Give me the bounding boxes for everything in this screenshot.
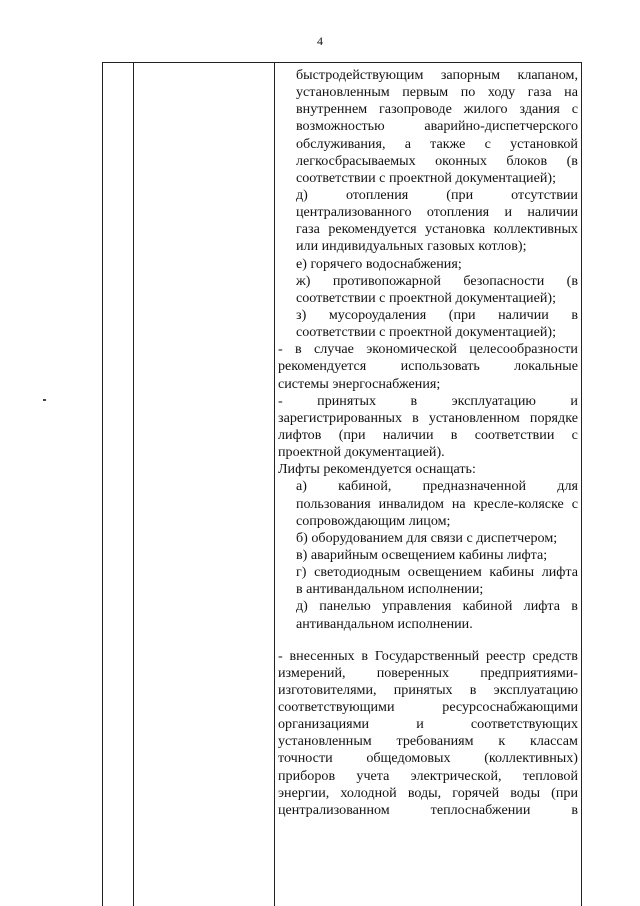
text-line: рекомендуется использовать локальные [278, 358, 578, 375]
text-line: пользования инвалидом на кресле-коляске с [296, 495, 578, 512]
text-line: з) мусороудаления (при наличии в [296, 306, 578, 323]
text-line: ж) противопожарной безопасности (в [296, 272, 578, 289]
requirements-part-1 [278, 67, 578, 633]
text-line: соответствии с проектной документацией); [296, 289, 556, 306]
text-line: г) светодиодным освещением кабины лифта [296, 564, 578, 581]
text-line: газа рекомендуется установка коллективных [296, 221, 578, 238]
document-table [102, 62, 582, 906]
text-line: антивандальном исполнении. [296, 615, 473, 632]
text-line: легкосбрасываемых оконных блоков (в [296, 152, 578, 169]
text-line: а) кабиной, предназначенной для [296, 478, 578, 495]
requirements-cell [278, 67, 578, 819]
text-line: зарегистрированных в установленном порядке [278, 409, 578, 426]
text-line: - принятых в эксплуатацию и [278, 392, 578, 409]
text-line: соответствии с проектной документацией); [296, 169, 556, 186]
text-line: проектной документацией). [278, 444, 445, 461]
page-number: 4 [317, 34, 323, 48]
requirements-part-2 [278, 648, 578, 819]
text-line: изготовителями, принятых в эксплуатацию [278, 681, 578, 698]
text-line: сопровождающим лицом; [296, 512, 451, 529]
text-line: д) панелью управления кабиной лифта в [296, 598, 578, 615]
text-line: внутреннем газопроводе жилого здания с [296, 101, 578, 118]
text-line: централизованном теплоснабжении в [278, 801, 578, 818]
text-line: энергии, холодной воды, горячей воды (при [278, 784, 578, 801]
text-line: соответствии с проектной документацией); [296, 324, 556, 341]
text-line: соответствующими ресурсоснабжающими [278, 699, 578, 716]
text-line: измерений, поверенных предприятиями- [278, 664, 578, 681]
column-divider-1 [133, 63, 134, 906]
column-divider-2 [274, 63, 275, 906]
text-line: приборов учета электрической, тепловой [278, 767, 578, 784]
text-line: или индивидуальных газовых котлов); [296, 238, 527, 255]
text-line: б) оборудованием для связи с диспетчером; [296, 529, 558, 546]
text-line: установленным первым по ходу газа на [296, 84, 578, 101]
text-line: организациями и соответствующих [278, 716, 578, 733]
text-line: - в случае экономической целесообразности [278, 341, 578, 358]
text-line: е) горячего водоснабжения; [296, 255, 462, 272]
text-line: обслуживания, а также с установкой [296, 135, 578, 152]
text-line: возможностью аварийно-диспетчерского [296, 118, 578, 135]
text-line: установленным требованиям к классам [278, 733, 578, 750]
text-line: точности общедомовых (коллективных) [278, 750, 578, 767]
text-line: д) отопления (при отсутствии [296, 186, 578, 203]
text-line: - внесенных в Государственный реестр средств [278, 647, 578, 664]
text-line: централизованного отопления и наличии [296, 204, 578, 221]
text-line: в) аварийным освещением кабины лифта; [296, 546, 548, 563]
paragraph-gap [278, 633, 578, 648]
text-line: лифтов (при наличии в соответствии с [278, 426, 578, 443]
text-line: в антивандальном исполнении; [296, 581, 484, 598]
text-line: быстродействующим запорным клапаном, [296, 67, 578, 83]
text-line: Лифты рекомендуется оснащать: [278, 461, 476, 478]
scan-mark [43, 399, 46, 401]
text-line: системы энергоснабжения; [278, 375, 441, 392]
